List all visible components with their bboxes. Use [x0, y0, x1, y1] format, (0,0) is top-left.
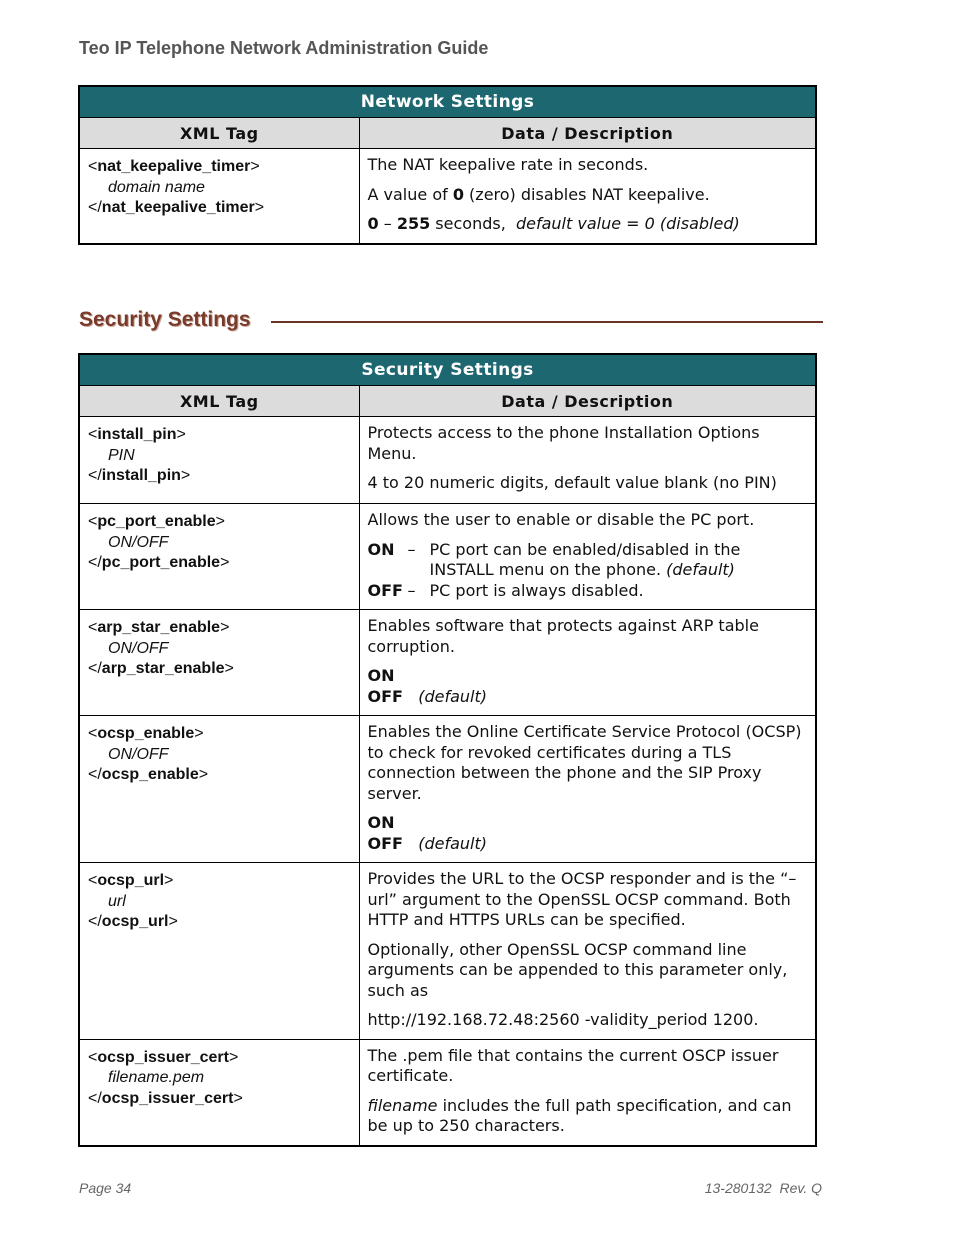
section-heading: Security Settings: [79, 308, 251, 331]
description-cell: [359, 149, 816, 244]
xml-tag-cell: <install_pin> PIN </install_pin>: [79, 417, 359, 504]
description-cell: [359, 504, 816, 610]
table-row: [79, 863, 816, 1040]
description-text: Optionally, other OpenSSL OCSP command line arguments can be appended to this parameter only, such as: [367, 939, 788, 1000]
close-tag: install_pin: [101, 467, 181, 484]
description-range: 0 – 255 seconds, default value = 0 (disabled): [367, 214, 740, 233]
running-header: Teo IP Telephone Network Administration Guide: [79, 38, 489, 58]
table-row: [79, 1039, 816, 1146]
description-text: Allows the user to enable or disable the PC port.: [367, 510, 755, 529]
table-row: [79, 149, 816, 244]
open-tag: pc_port_enable: [97, 513, 216, 530]
option-on: ON: [367, 666, 395, 685]
table-row: [79, 417, 816, 504]
xml-tag-cell: <ocsp_issuer_cert> filename.pem </ocsp_issuer_cert>: [79, 1039, 359, 1146]
page-number: Page 34: [79, 1180, 132, 1196]
column-header-description: Data / Description: [359, 386, 816, 417]
description-cell: [359, 417, 816, 504]
description-text: Protects access to the phone Installation Options Menu.: [367, 423, 760, 463]
tag-value: ON/OFF: [108, 533, 169, 551]
xml-tag-cell: <pc_port_enable> ON/OFF </pc_port_enable>: [79, 504, 359, 610]
open-tag: ocsp_enable: [97, 725, 195, 742]
description-text: filename includes the full path specification, and can be up to 250 characters.: [367, 1095, 792, 1135]
xml-tag-cell: <arp_star_enable> ON/OFF </arp_star_enable>: [79, 610, 359, 716]
table-banner: Network Settings: [79, 86, 816, 118]
document-number: 13-280132 Rev. Q: [704, 1180, 822, 1196]
option-off: OFF (default): [367, 833, 488, 853]
close-tag: ocsp_url: [101, 913, 169, 930]
tag-value: url: [108, 892, 126, 910]
description-cell: [359, 1039, 816, 1146]
xml-tag-cell: <ocsp_enable> ON/OFF </ocsp_enable>: [79, 716, 359, 863]
table-row: [79, 610, 816, 716]
description-text: Enables software that protects against ARP table corruption.: [367, 616, 759, 656]
option-on: ON: [367, 813, 395, 832]
example-url: http://192.168.72.48:2560 -validity_period 1200.: [367, 1010, 759, 1029]
description-cell: [359, 716, 816, 863]
close-tag: ocsp_enable: [101, 766, 199, 783]
option-on: ON – PC port can be enabled/disabled in the INSTALL menu on the phone. (default): [367, 539, 741, 579]
description-cell: [359, 610, 816, 716]
description-text: The .pem file that contains the current OSCP issuer certificate.: [367, 1045, 779, 1085]
section-rule: [271, 321, 823, 323]
network-settings-table: [78, 85, 817, 245]
open-tag: install_pin: [97, 426, 177, 443]
description-text: A value of 0 (zero) disables NAT keepalive.: [367, 184, 710, 204]
tag-value: ON/OFF: [108, 639, 169, 657]
description-text: Provides the URL to the OCSP responder and is the “–url” argument to the OpenSSL OCSP command. Both HTTP and HTTPS URLs can be specified.: [367, 869, 797, 929]
open-tag: ocsp_issuer_cert: [97, 1048, 229, 1066]
option-off: OFF – PC port is always disabled.: [367, 580, 644, 600]
close-tag: nat_keepalive_timer: [101, 199, 255, 216]
open-tag: arp_star_enable: [97, 619, 221, 636]
security-settings-table: [78, 353, 817, 1147]
option-off: OFF (default): [367, 686, 488, 706]
tag-value: domain name: [108, 178, 205, 196]
close-tag: pc_port_enable: [101, 554, 221, 571]
close-tag: ocsp_issuer_cert: [101, 1089, 234, 1107]
close-tag: arp_star_enable: [101, 660, 225, 677]
table-banner: Security Settings: [79, 354, 816, 386]
description-text: 4 to 20 numeric digits, default value blank (no PIN): [367, 473, 777, 492]
column-header-description: Data / Description: [359, 118, 816, 149]
open-tag: ocsp_url: [97, 872, 165, 889]
column-header-xml-tag: XML Tag: [79, 386, 359, 417]
description-text: Enables the Online Certificate Service Protocol (OCSP) to check for revoked certificates during a TLS connection between the phone and the SIP Proxy server.: [367, 722, 802, 803]
xml-tag-cell: <ocsp_url> url </ocsp_url>: [79, 863, 359, 1040]
tag-value: filename.pem: [108, 1069, 205, 1086]
xml-tag-cell: <nat_keepalive_timer> domain name </nat_keepalive_timer>: [79, 149, 359, 244]
tag-value: ON/OFF: [108, 745, 169, 763]
column-header-xml-tag: XML Tag: [79, 118, 359, 149]
description-cell: [359, 863, 816, 1040]
tag-value: PIN: [108, 446, 135, 464]
description-text: The NAT keepalive rate in seconds.: [367, 155, 649, 174]
table-row: [79, 716, 816, 863]
open-tag: nat_keepalive_timer: [97, 158, 251, 175]
table-row: [79, 504, 816, 610]
